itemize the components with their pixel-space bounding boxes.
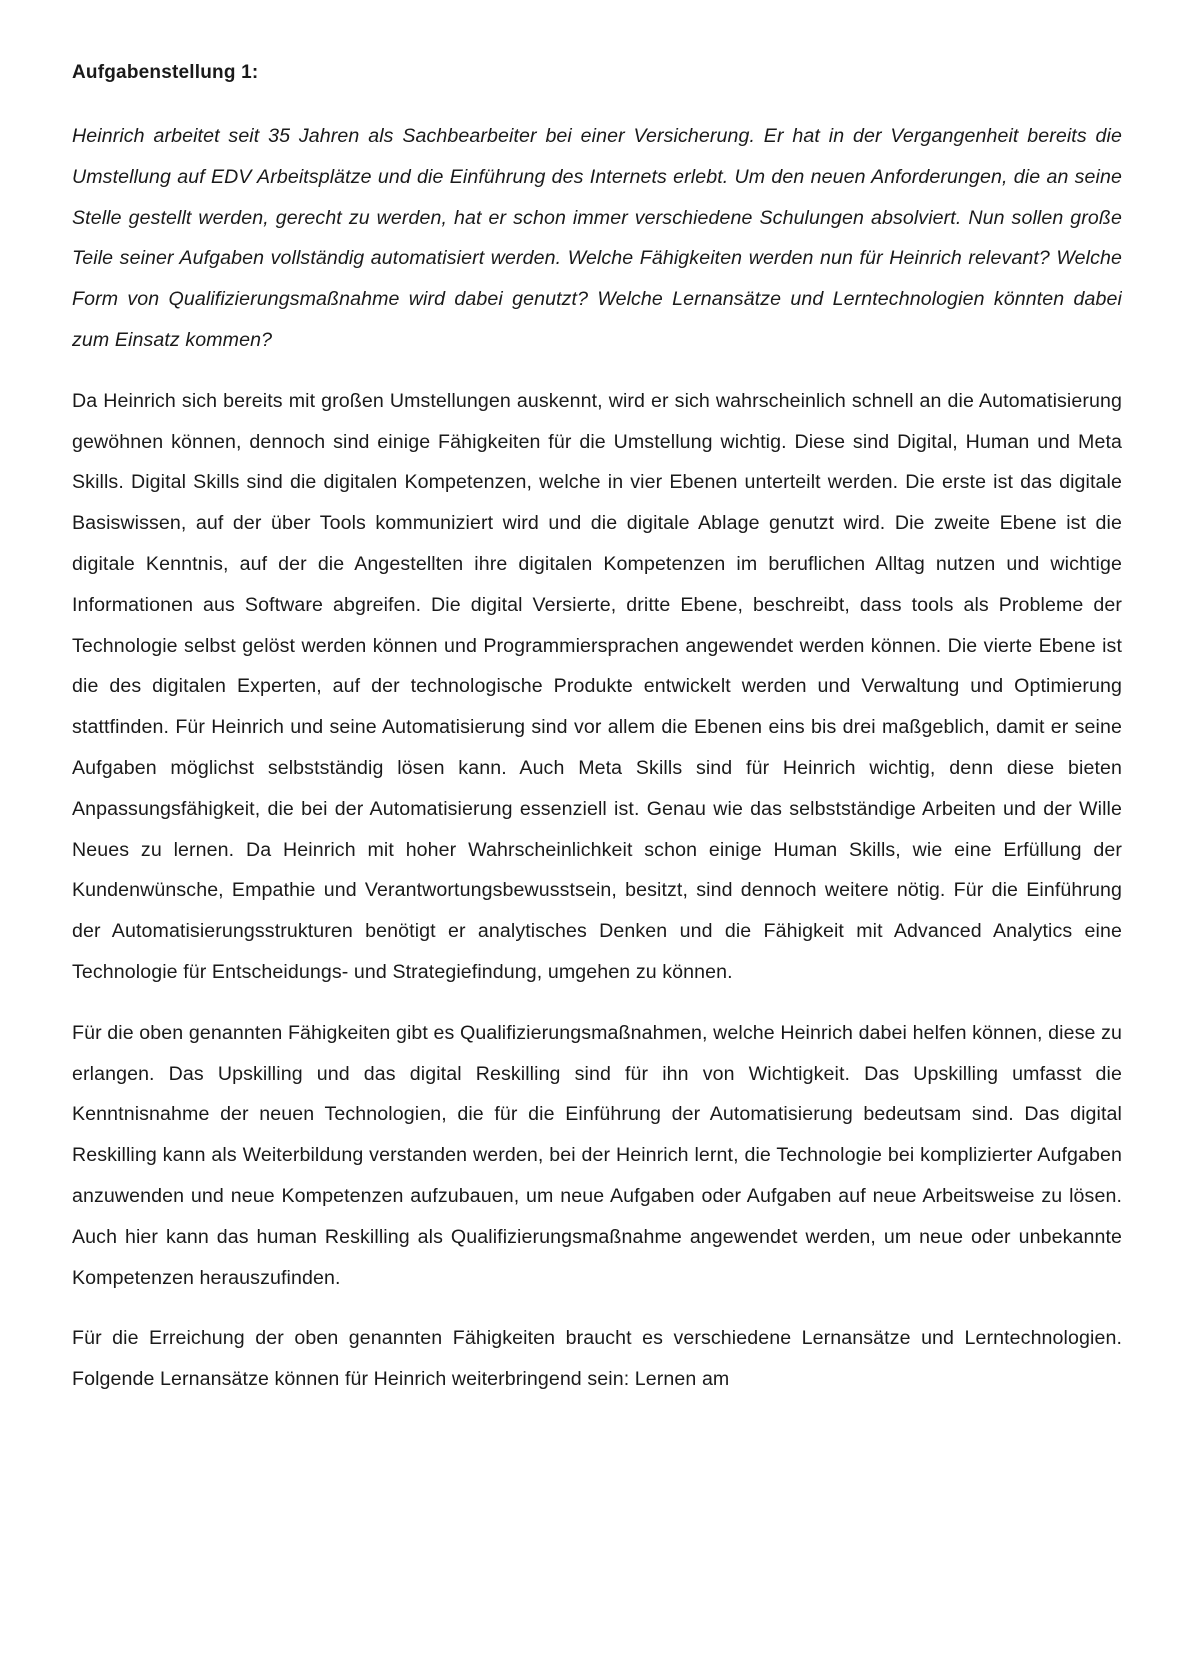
answer-paragraph-qualification: Für die oben genannten Fähigkeiten gibt es Qualifizierungsmaßnahmen, welche Heinrich dabei helfen können, diese zu erlangen. Das Upskilling und das digital Reskilling sind für ihn von Wichtigkeit. Das Upskilling umfasst die Kenntnisnahme der neuen Technologien, die für die Einführung der Automatisierung bedeutsam sind. Das digital Reskilling kann als Weiterbildung verstanden werden, bei der Heinrich lernt, die Technologie bei komplizierter Aufgaben anzuwenden und neue Kompetenzen aufzubauen, um neue Aufgaben oder Aufgaben auf neue Arbeitsweise zu lösen. Auch hier kann das human Reskilling als Qualifizierungsmaßnahme angewendet werden, um neue oder unbekannte Kompetenzen herauszufinden. bbox=[72, 1021, 1122, 1289]
answer-paragraph-learning: Für die Erreichung der oben genannten Fähigkeiten braucht es verschiedene Lernansätze und Lerntechnologien. Folgende Lernansätze können für Heinrich weiterbringend sein: Lernen am bbox=[72, 1327, 1122, 1391]
document-heading: Aufgabenstellung 1: bbox=[72, 62, 259, 83]
task-description: Heinrich arbeitet seit 35 Jahren als Sachbearbeiter bei einer Versicherung. Er hat in der Vergangenheit bereits die Umstellung auf EDV Arbeitsplätze und die Einführung des Internets erlebt. Um den neuen Anforderungen, die an seine Stelle gestellt werden, gerecht zu werden, hat er schon immer verschiedene Schulungen absolviert. Nun sollen große Teile seiner Aufgaben vollständig automatisiert werden. Welche Fähigkeiten werden nun für Heinrich relevant? Welche Form von Qualifizierungsmaßnahme wird dabei genutzt? Welche Lernansätze und Lerntechnologien könnten dabei zum Einsatz kommen? bbox=[72, 125, 1122, 351]
answer-paragraph-skills: Da Heinrich sich bereits mit großen Umstellungen auskennt, wird er sich wahrscheinlich schnell an die Automatisierung gewöhnen können, dennoch sind einige Fähigkeiten für die Umstellung wichtig. Diese sind Digital, Human und Meta Skills. Digital Skills sind die digitalen Kompetenzen, welche in vier Ebenen unterteilt werden. Die erste ist das digitale Basiswissen, auf der über Tools kommuniziert wird und die digitale Ablage genutzt wird. Die zweite Ebene ist die digitale Kenntnis, auf der die Angestellten ihre digitalen Kompetenzen im beruflichen Alltag nutzen und wichtige Informationen aus Software abgreifen. Die digital Versierte, dritte Ebene, beschreibt, dass tools als Probleme der Technologie selbst gelöst werden können und Programmiersprachen angewendet werden können. Die vierte Ebene ist die des digitalen Experten, auf der technologische Produkte entwickelt werden und Verwaltung und Optimierung stattfinden. Für Heinrich und seine Automatisierung sind vor allem die Ebenen eins bis drei maßgeblich, damit er seine Aufgaben möglichst selbstständig lösen kann. Auch Meta Skills sind für Heinrich wichtig, denn diese bieten Anpassungsfähigkeit, die bei der Automatisierung essenziell ist. Genau wie das selbstständige Arbeiten und der Wille Neues zu lernen. Da Heinrich mit hoher Wahrscheinlichkeit schon einige Human Skills, wie eine Erfüllung der Kundenwünsche, Empathie und Verantwortungsbewusstsein, besitzt, sind dennoch weitere nötig. Für die Einführung der Automatisierungsstrukturen benötigt er analytisches Denken und die Fähigkeit mit Advanced Analytics eine Technologie für Entscheidungs- und Strategiefindung, umgehen zu können. bbox=[72, 389, 1122, 983]
document-page bbox=[72, 58, 1122, 1648]
